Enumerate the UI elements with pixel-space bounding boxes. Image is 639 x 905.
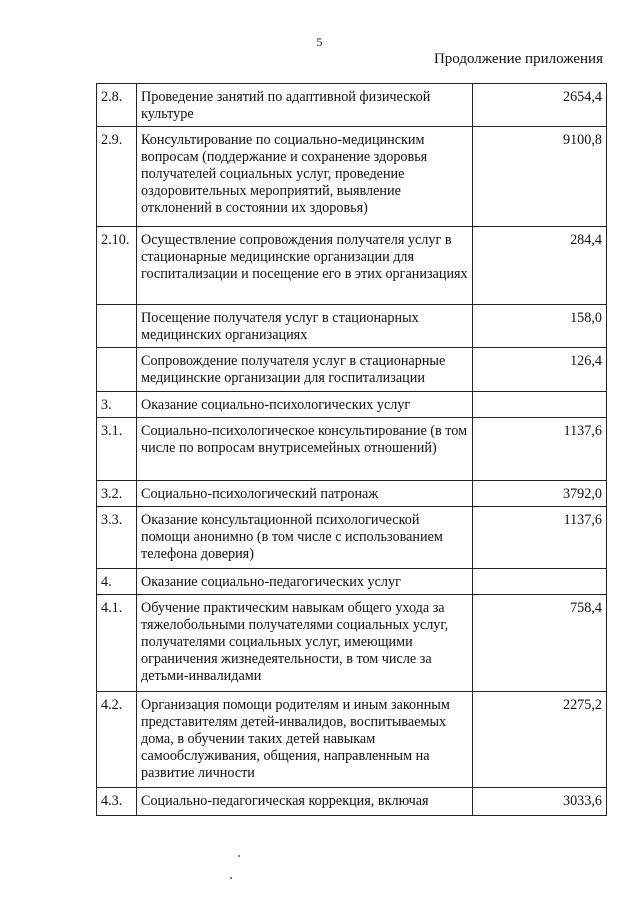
row-service-name: Оказание социально-педагогических услуг — [137, 569, 473, 595]
row-number: 2.9. — [97, 127, 137, 227]
row-number: 2.10. — [97, 227, 137, 305]
row-number — [97, 348, 137, 392]
services-table — [96, 83, 607, 816]
scan-speck — [238, 855, 240, 857]
row-value: 1137,6 — [473, 418, 607, 481]
row-service-name: Оказание консультационной психологической помощи анонимно (в том числе с использованием телефона доверия) — [137, 507, 473, 569]
table-row — [97, 569, 607, 595]
table-row — [97, 348, 607, 392]
row-service-name: Посещение получателя услуг в стационарных медицинских организациях — [137, 305, 473, 348]
row-number: 3. — [97, 392, 137, 418]
row-service-name: Социально-психологическое консультирование (в том числе по вопросам внутрисемейных отношений) — [137, 418, 473, 481]
row-number: 3.3. — [97, 507, 137, 569]
row-value: 758,4 — [473, 595, 607, 692]
table-row — [97, 418, 607, 481]
row-service-name: Обучение практическим навыкам общего ухода за тяжелобольными получателями социальных услуг, получателями социальных услуг, имеющими ограничения жизнедеятельности, в том числе за детьми-инвалидами — [137, 595, 473, 692]
row-number: 3.2. — [97, 481, 137, 507]
row-value: 284,4 — [473, 227, 607, 305]
row-value: 1137,6 — [473, 507, 607, 569]
row-number: 2.8. — [97, 84, 137, 127]
row-service-name: Оказание социально-психологических услуг — [137, 392, 473, 418]
table-row — [97, 305, 607, 348]
row-value: 126,4 — [473, 348, 607, 392]
row-value: 158,0 — [473, 305, 607, 348]
page-number: 5 — [316, 35, 323, 49]
table-row — [97, 127, 607, 227]
row-value: 9100,8 — [473, 127, 607, 227]
row-service-name: Осуществление сопровождения получателя услуг в стационарные медицинские организации для госпитализации и посещение его в этих организациях — [137, 227, 473, 305]
table-row — [97, 481, 607, 507]
table-row — [97, 788, 607, 816]
row-number: 3.1. — [97, 418, 137, 481]
table-row — [97, 507, 607, 569]
row-service-name: Социально-психологический патронаж — [137, 481, 473, 507]
continuation-label: Продолжение приложения — [433, 51, 603, 67]
row-number: 4. — [97, 569, 137, 595]
row-service-name: Консультирование по социально-медицинским вопросам (поддержание и сохранение здоровья получателей социальных услуг, проведение оздоровительных мероприятий, выявление отклонений в состоянии их здоровья) — [137, 127, 473, 227]
row-number: 4.3. — [97, 788, 137, 816]
row-service-name: Организация помощи родителям и иным законным представителям детей-инвалидов, воспитываемых дома, в обучении таких детей навыкам самообслуживания, общения, направленным на развитие личности — [137, 692, 473, 788]
table-row — [97, 595, 607, 692]
table-row — [97, 692, 607, 788]
row-value: 2275,2 — [473, 692, 607, 788]
row-service-name: Сопровождение получателя услуг в стационарные медицинские организации для госпитализации — [137, 348, 473, 392]
table-row — [97, 392, 607, 418]
table-row — [97, 227, 607, 305]
row-value: 3792,0 — [473, 481, 607, 507]
row-number: 4.1. — [97, 595, 137, 692]
row-service-name: Социально-педагогическая коррекция, включая — [137, 788, 473, 816]
row-value: 3033,6 — [473, 788, 607, 816]
row-service-name: Проведение занятий по адаптивной физической культуре — [137, 84, 473, 127]
row-value: 2654,4 — [473, 84, 607, 127]
scan-speck — [230, 877, 232, 879]
table-row — [97, 84, 607, 127]
row-value — [473, 569, 607, 595]
row-number: 4.2. — [97, 692, 137, 788]
row-number — [97, 305, 137, 348]
row-value — [473, 392, 607, 418]
